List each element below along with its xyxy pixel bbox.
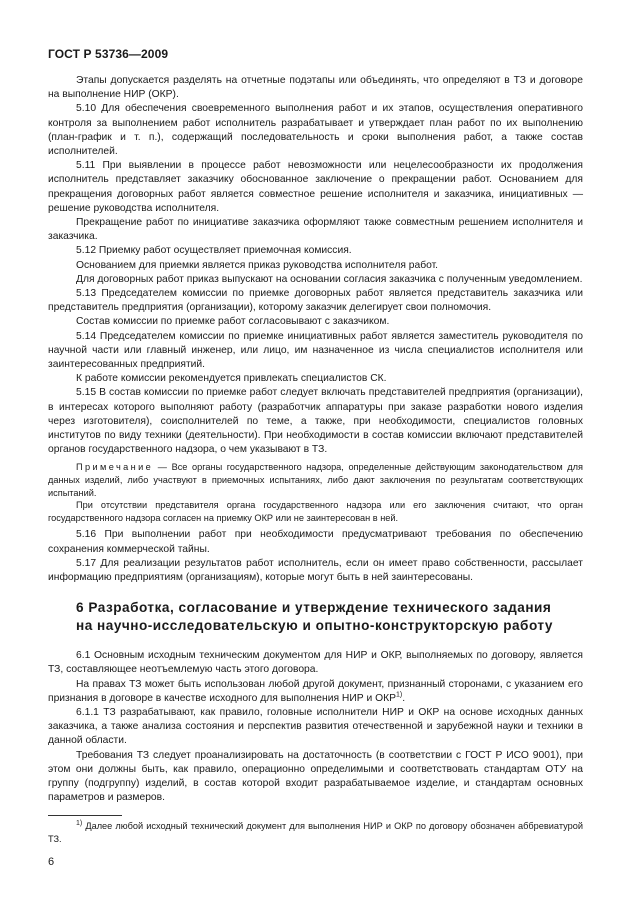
paragraph: 5.12 Приемку работ осуществляет приемочная комиссия. (76, 245, 352, 257)
note-block (48, 461, 583, 524)
paragraph: 5.17 Для реализации результатов работ исполнитель, если он имеет право собственности, рассылает информацию предприятиям (организациям), которые могут быть в ней заинтересованы. (48, 557, 583, 584)
footnote-mark: 1) (76, 819, 83, 827)
paragraph: Для договорных работ приказ выпускают на основании согласия заказчика с полученным уведомлением. (76, 273, 583, 285)
note-text: — Все органы государственного надзора, определенные действующим законодательством для данных изделий, либо участвуют в приемочных испытаниях, либо дают заключения по результатам соответствующих испытаний. (48, 462, 583, 498)
paragraph: 5.15 В состав комиссии по приемке работ следует включать представителей предприятия (организации), в интересах которого выполняют работу (разработчик аппаратуры при заказе разработки нового изделия через изготовителя), соисполнителей по теме, а также, при необходимости, специалистов головных институтов по виду техники (деятельности). При необходимости в состав комиссии включают представителей органов государственного надзора, о чем указывают в ТЗ. (48, 387, 583, 456)
page-number: 6 (48, 856, 55, 868)
paragraph: 6.1 Основным исходным техническим документом для НИР и ОКР, выполняемых по договору, является ТЗ, составляющее неотъемлемую часть этого договора. (48, 650, 583, 676)
footnote-divider (48, 815, 122, 816)
paragraph: Прекращение работ по инициативе заказчика оформляют также совместным решением исполнителя и заказчика. (48, 217, 583, 243)
section-heading (48, 599, 583, 635)
paragraph-end: . (402, 692, 406, 704)
note-label: Примечание (76, 462, 154, 473)
section-heading-line-1: 6 Разработка, согласование и утверждение технического задания (76, 600, 552, 616)
paragraph: 5.10 Для обеспечения своевременного выполнения работ и их этапов, осуществления оперативного контроля за выполнением работ исполнитель разрабатывает и утверждает план работ по их выполнению (план-график и т. п.), содержащий последовательность и сроки выполнения работ, а также состав исполнителей. (48, 103, 583, 158)
paragraph (48, 678, 583, 706)
paragraph-text: На правах ТЗ может быть использован любой другой документ, признанный сторонами, с указанием его признания в договоре в качестве исходного для выполнения НИР и ОКР (48, 678, 583, 704)
footnote (48, 820, 583, 846)
paragraph: 5.14 Председателем комиссии по приемке инициативных работ является заместитель руководителя по научной части или главный инженер, или лицо, им назначенное из числа специалистов исполнителя или заинтересованных предприятий. (48, 330, 583, 371)
document-header: ГОСТ Р 53736—2009 (48, 47, 169, 61)
note-paragraph-2: При отсутствии представителя органа государственного надзора или его заключения считают, что орган государственного надзора согласен на приемку ОКР или не заинтересован в ней. (48, 500, 583, 523)
paragraph: 5.16 При выполнении работ при необходимости предусматривают требования по обеспечению сохранения коммерческой тайны. (48, 529, 583, 555)
paragraph: Состав комиссии по приемке работ согласовывают с заказчиком. (76, 316, 390, 328)
paragraph: К работе комиссии рекомендуется привлекать специалистов СК. (76, 373, 387, 385)
section-heading-line-2: на научно-исследовательскую и опытно-конструкторскую работу (76, 618, 553, 634)
paragraph: Основанием для приемки является приказ руководства исполнителя работ. (76, 259, 439, 271)
paragraph: Требования ТЗ следует проанализировать на достаточность (в соответствии с ГОСТ Р ИСО 9001), при этом они должны быть, как правило, операционно определимыми и соответствовать стандартам ОТУ на группу (подгруппу) изделий, в состав которой входит разрабатываемое изделие, и стандартам основных параметров и размеров. (48, 749, 583, 804)
paragraph: 5.13 Председателем комиссии по приемке договорных работ является представитель заказчика или представитель предприятия (организации), которому заказчик делегирует свои полномочия. (48, 288, 583, 314)
note-paragraph (48, 461, 583, 499)
paragraph: 6.1.1 ТЗ разрабатывают, как правило, головные исполнители НИР и ОКР на основе исходных данных заказчика, а также анализа состояния и перспектив развития отечественной и зарубежной науки и техники в данной области. (48, 707, 583, 747)
paragraph: 5.11 При выявлении в процессе работ невозможности или нецелесообразности их продолжения исполнитель представляет заказчику обоснованное заключение о прекращении работ. Основанием для прекращения договорных работ является совместное решение исполнителя и заказчика, инициативных — решение руководства исполнителя. (48, 160, 583, 214)
page-body (48, 74, 583, 846)
footnote-reference: 1) (395, 691, 403, 699)
paragraph: Этапы допускается разделять на отчетные подэтапы или объединять, что определяют в ТЗ и договоре на выполнение НИР (ОКР). (48, 75, 583, 101)
footnote-text: Далее любой исходный технический документ для выполнения НИР и ОКР по договору обозначен аббревиатурой ТЗ. (48, 820, 583, 844)
